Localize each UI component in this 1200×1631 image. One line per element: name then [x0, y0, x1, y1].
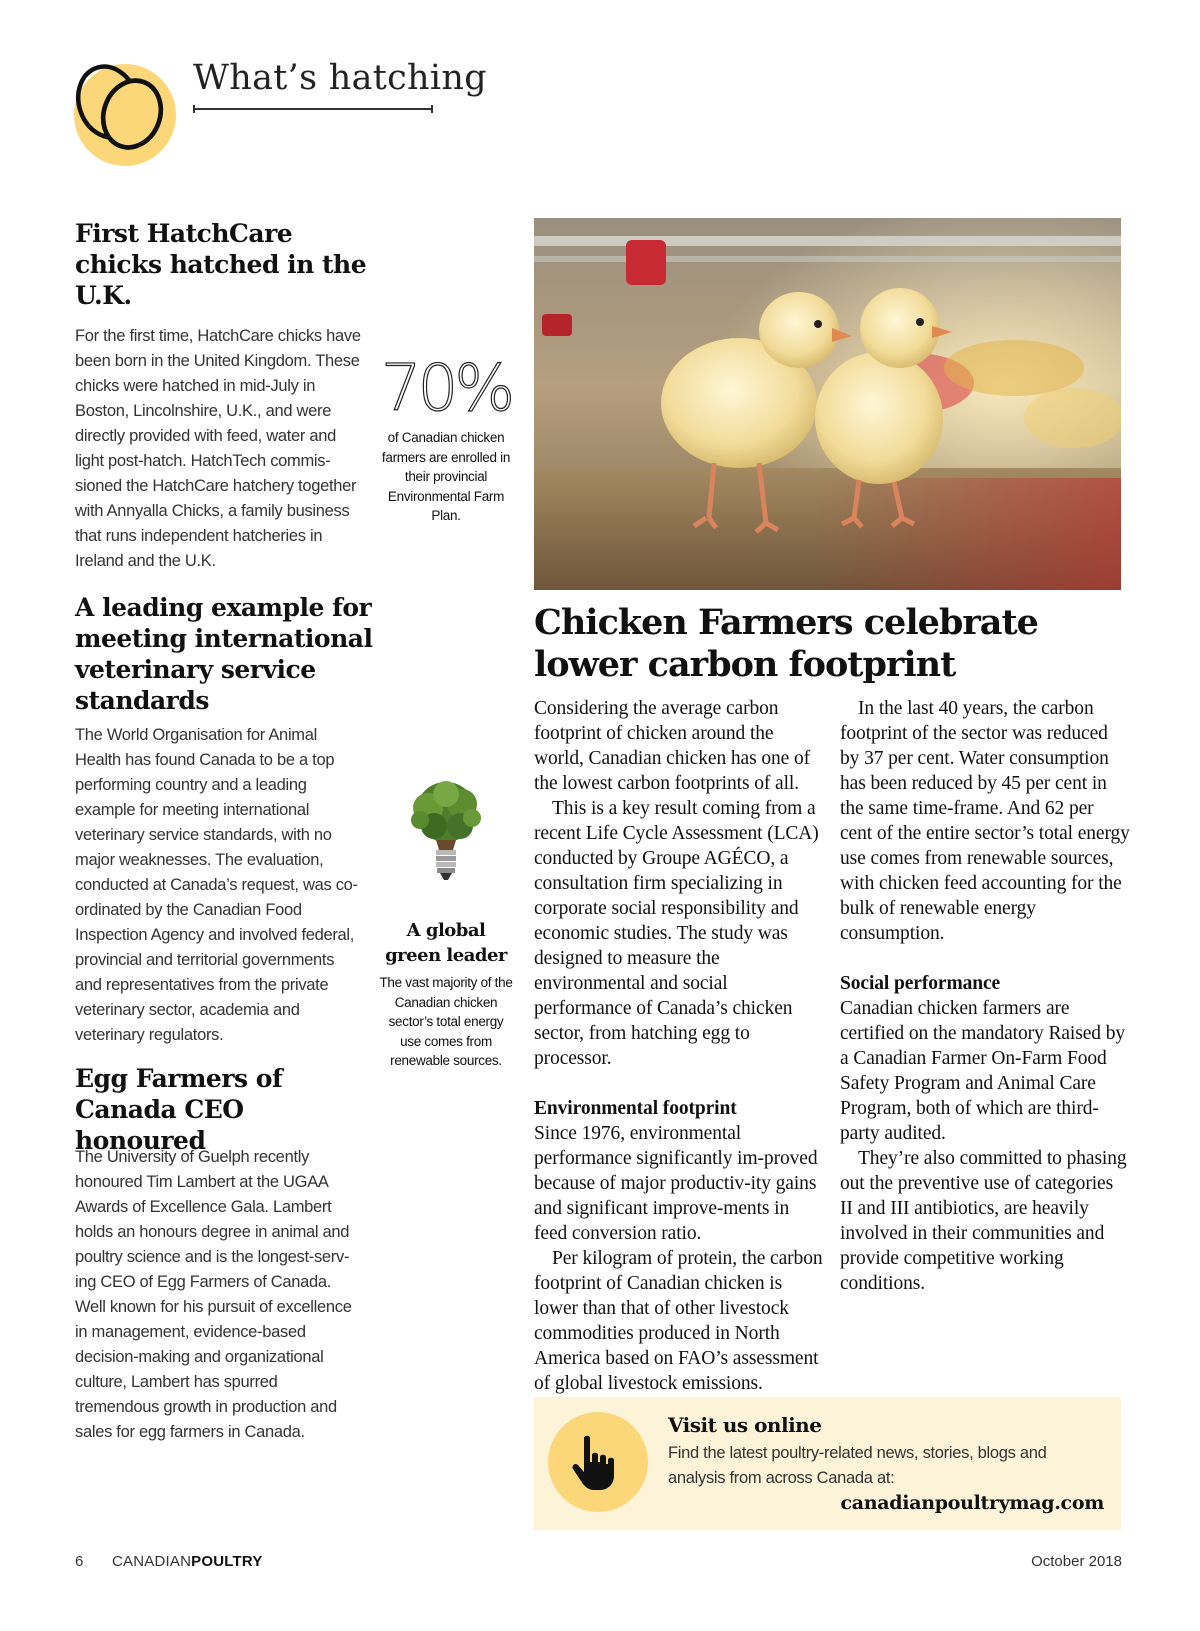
stat-description: of Canadian chicken farmers are enrolled in their provincial Environmental Farm Plan. — [381, 430, 511, 523]
section-title: What’s hatching — [193, 58, 487, 98]
article-body-hatchcare: For the first time, HatchCare chicks have been born in the United Kingdom. These chicks were hatched in mid-July in Boston, Lincolnshire, U.K., and were directly provided with feed, water and light post-hatch. HatchTech commis-sioned the HatchCare hatchery together with Annyalla Chicks, a family business that runs independent hatcheries in Ireland and the U.K. — [75, 327, 361, 570]
chicks-photo — [534, 218, 1121, 590]
feature-paragraph: They’re also committed to phasing out the preventive use of categories II and III antibiotics, are heavily involved in their communities and provide competitive working conditions. — [840, 1148, 1127, 1294]
feature-column-right — [840, 696, 1130, 1296]
article-headline-veterinary: A leading example for meeting international veterinary service standards — [75, 593, 373, 715]
pointing-hand-icon — [570, 1434, 626, 1492]
stat-value: 70% — [380, 352, 512, 426]
feature-title: Chicken Farmers celebrate lower carbon footprint — [534, 602, 1038, 685]
page-number: 6 — [75, 1553, 84, 1570]
brand-bold: POULTRY — [191, 1553, 263, 1570]
feature-paragraph: Since 1976, environmental performance significantly im-proved because of major productiv-ity gains and significant improve-ments in feed conversion ratio. — [534, 1123, 818, 1244]
social-heading: Social performance — [840, 973, 1001, 994]
tree-lightbulb-icon — [396, 778, 496, 898]
website-link[interactable]: canadianpoultrymag.com — [840, 1492, 1104, 1514]
feature-paragraph: In the last 40 years, the carbon footprint of the sector was reduced by 37 per cent. Water consumption has been reduced by 45 per cent in the same time-frame. And 62 per cent of the entire sector’s total energy use comes from renewable sources, with chicken feed accounting for the bulk of renewable energy consumption. — [840, 698, 1130, 944]
article-body-veterinary: The World Organisation for Animal Health has found Canada to be a top performing country and a leading example for meeting international veterinary service standards, with no major weaknesses. The evaluation, conducted at Canada’s request, was co-ordinated by the Canadian Food Inspection Agency and involved federal, provincial and territorial governments and representatives from the private veterinary sector, academia and veterinary regulators. — [75, 726, 358, 1044]
feature-paragraph: Canadian chicken farmers are certified on the mandatory Raised by a Canadian Farmer On-Farm Food Safety Program and Animal Care Program, both of which are third-party audited. — [840, 998, 1126, 1144]
issue-date: October 2018 — [1031, 1553, 1122, 1570]
brand-light: CANADIAN — [112, 1553, 192, 1570]
environmental-heading: Environmental footprint — [534, 1098, 737, 1119]
feature-paragraph: Considering the average carbon footprint of chicken around the world, Canadian chicken has one of the lowest carbon footprints of all. — [534, 698, 811, 794]
visit-text: Find the latest poultry-related news, stories, blogs and analysis from across Canada at: — [668, 1444, 1047, 1487]
magazine-brand — [112, 1553, 263, 1570]
feature-column-left — [534, 696, 824, 1396]
green-leader-title: A global green leader — [385, 920, 507, 966]
feature-paragraph: Per kilogram of protein, the carbon footprint of Canadian chicken is lower than that of other livestock commodities produced in North America based on FAO’s assessment of global livestock emissions. — [534, 1248, 823, 1394]
eggs-icon — [70, 58, 180, 158]
article-headline-egg-farmers: Egg Farmers of Canada CEO honoured — [75, 1064, 283, 1155]
article-body-egg-farmers: The University of Guelph recently honoured Tim Lambert at the UGAA Awards of Excellence Gala. Lambert holds an honours degree in animal and poultry science and is the longest-serv-ing CEO of Egg Farmers of Canada. Well known for his pursuit of excellence in management, evidence-based decision-making and organizational culture, Lambert has spurred tremendous growth in production and sales for egg farmers in Canada. — [75, 1148, 352, 1441]
feature-paragraph: This is a key result coming from a recent Life Cycle Assessment (LCA) conducted by Groupe AGÉCO, a consultation firm specializing in corporate social responsibility and economic studies. The study was designed to measure the environmental and social performance of Canada’s chicken sector, from hatching egg to processor. — [534, 798, 819, 1069]
section-title-rule — [193, 108, 433, 110]
article-headline-hatchcare: First HatchCare chicks hatched in the U.K. — [75, 219, 367, 310]
visit-title: Visit us online — [668, 1413, 822, 1437]
green-leader-text: The vast majority of the Canadian chicken sector’s total energy use comes from renewable sources. — [379, 975, 513, 1068]
